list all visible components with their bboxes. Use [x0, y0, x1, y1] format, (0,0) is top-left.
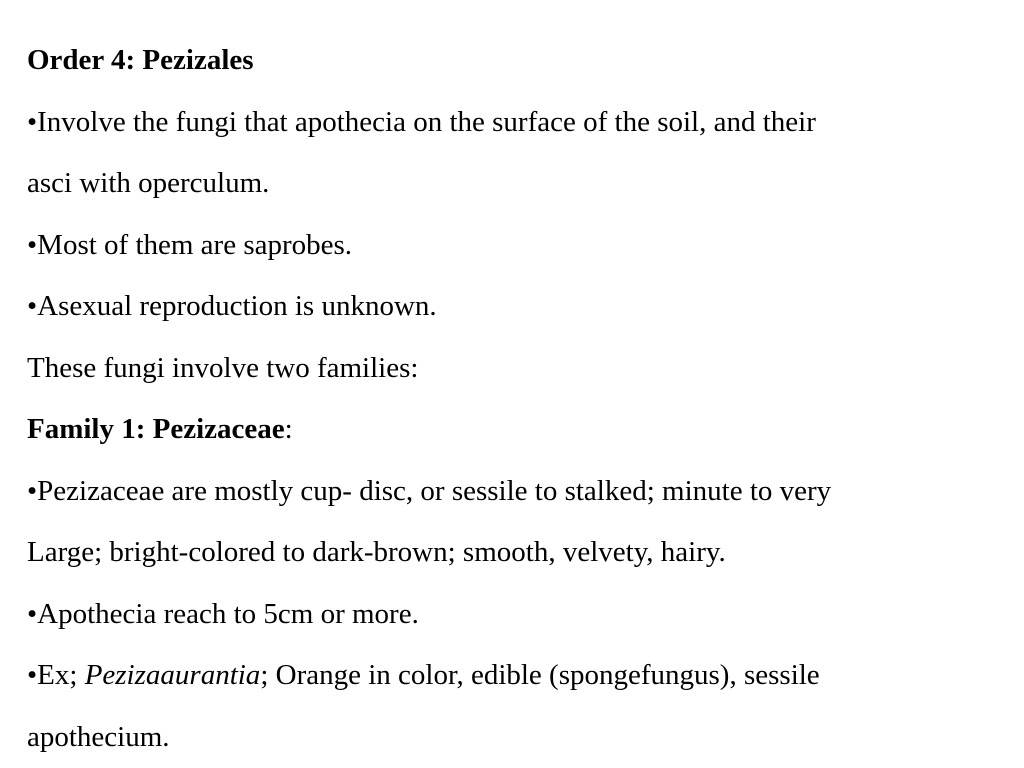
bullet-saprobes: •Most of them are saprobes.: [27, 228, 353, 261]
bullet-example-line-1: [27, 645, 1007, 707]
example-prefix: •Ex;: [27, 659, 85, 691]
families-intro: These fungi involve two families:: [27, 351, 419, 384]
order-heading: Order 4: Pezizales: [27, 44, 254, 76]
family-heading-colon: :: [284, 413, 293, 445]
bullet-involve-line-2: asci with operculum.: [27, 167, 270, 199]
bullet-example-line-2: apothecium.: [27, 720, 170, 753]
species-name: Pezizaaurantia: [84, 659, 261, 691]
slide-content: [27, 30, 1007, 768]
bullet-asexual: •Asexual reproduction is unknown.: [27, 290, 437, 322]
family-heading: Family 1: Pezizaceae: [27, 413, 285, 445]
bullet-apothecia-size: •Apothecia reach to 5cm or more.: [27, 597, 419, 630]
bullet-pezizaceae-line-2: Large; bright-colored to dark-brown; smooth, velvety, hairy.: [27, 536, 726, 568]
bullet-pezizaceae-line-1: •Pezizaceae are mostly cup- disc, or sessile to stalked; minute to very: [27, 474, 832, 507]
bullet-involve-line-1: •Involve the fungi that apothecia on the surface of the soil, and their: [27, 105, 816, 138]
family-heading-line: [27, 399, 1007, 461]
example-description: ; Orange in color, edible (spongefungus), sessile: [260, 659, 820, 691]
